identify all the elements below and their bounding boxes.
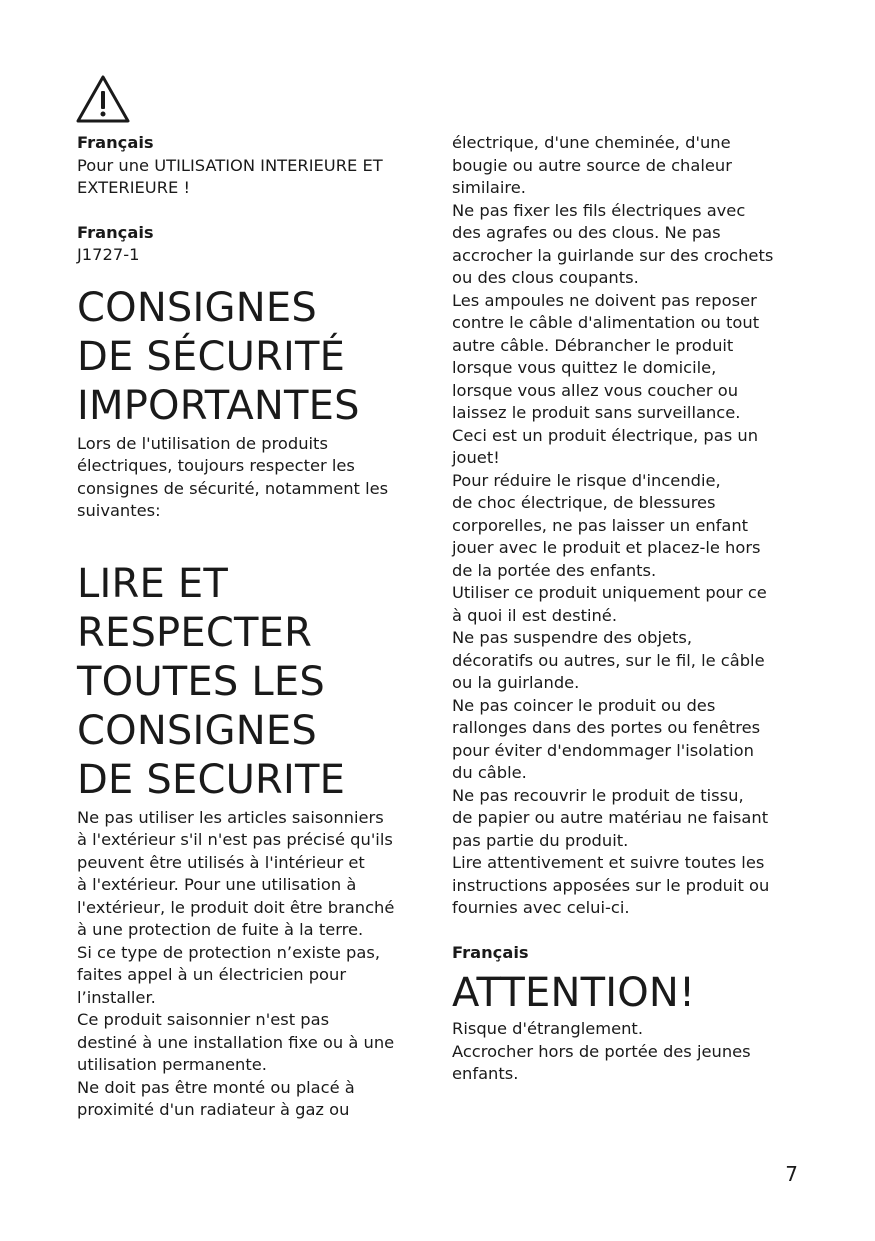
attention-text: Risque d'étranglement. Accrocher hors de portée des jeunes enfants. xyxy=(452,1019,751,1083)
usage-note: Pour une UTILISATION INTERIEURE ET EXTERIEURE ! xyxy=(77,155,383,197)
safety-instructions-right: électrique, d'une cheminée, d'une bougie ou autre source de chaleur similaire. Ne pas fixer les fils électriques avec des agrafes ou des clous. Ne pas accrocher la guirlande sur des crochets ou des clous coupants. Les ampoules ne doivent pas reposer contre le câble d'alimentation ou tout autre câble. Débrancher le produit lorsque vous quittez le domicile, lorsque vous allez vous coucher ou laissez le produit sans surveillance. Ceci est un produit électrique, pas un jouet! Pour réduire le risque d'incendie, de choc électrique, de blessures corporelles, ne pas laisser un enfant jouer avec le produit et placez-le hors de la portée des enfants. Utiliser ce produit uniquement pour ce à quoi il est destiné. Ne pas suspendre des objets, décoratifs ou autres, sur le fil, le câble ou la guirlande. Ne pas coincer le produit ou des rallonges dans des portes ou fenêtres pour éviter d'endommager l'isolation du câble. Ne pas recouvrir le produit de tissu, de papier ou autre matériau ne faisant pas partie du produit. Lire attentivement et suivre toutes les instructions apposées sur le produit ou fournies avec celui-ci. xyxy=(452,133,774,917)
left-column xyxy=(77,132,422,1122)
read-follow-heading: LIRE ET RESPECTER TOUTES LES CONSIGNES DE SECURITE xyxy=(77,560,346,803)
page-number: 7 xyxy=(785,1162,798,1186)
right-column xyxy=(452,132,802,1086)
safety-instructions-left: Ne pas utiliser les articles saisonniers à l'extérieur s'il n'est pas précisé qu'ils peuvent être utilisés à l'intérieur et à l'extérieur. Pour une utilisation à l'extérieur, le produit doit être branché à une protection de fuite à la terre. Si ce type de protection n’existe pas, faites appel à un électricien pour l’installer. Ce produit saisonnier n'est pas destiné à une installation fixe ou à une utilisation permanente. Ne doit pas être monté ou placé à proximité d'un radiateur à gaz ou xyxy=(77,807,395,1119)
safety-intro: Lors de l'utilisation de produits électriques, toujours respecter les consignes de sécurité, notamment les suivantes: xyxy=(77,433,389,520)
attention-heading: ATTENTION! xyxy=(452,970,696,1016)
safety-heading: CONSIGNES DE SÉCURITÉ IMPORTANTES xyxy=(77,284,360,429)
language-label: Français xyxy=(77,222,154,242)
language-label: Français xyxy=(77,133,154,152)
language-label: Français xyxy=(452,942,529,962)
warning-triangle-icon xyxy=(75,74,131,124)
product-code: J1727-1 xyxy=(77,245,140,264)
